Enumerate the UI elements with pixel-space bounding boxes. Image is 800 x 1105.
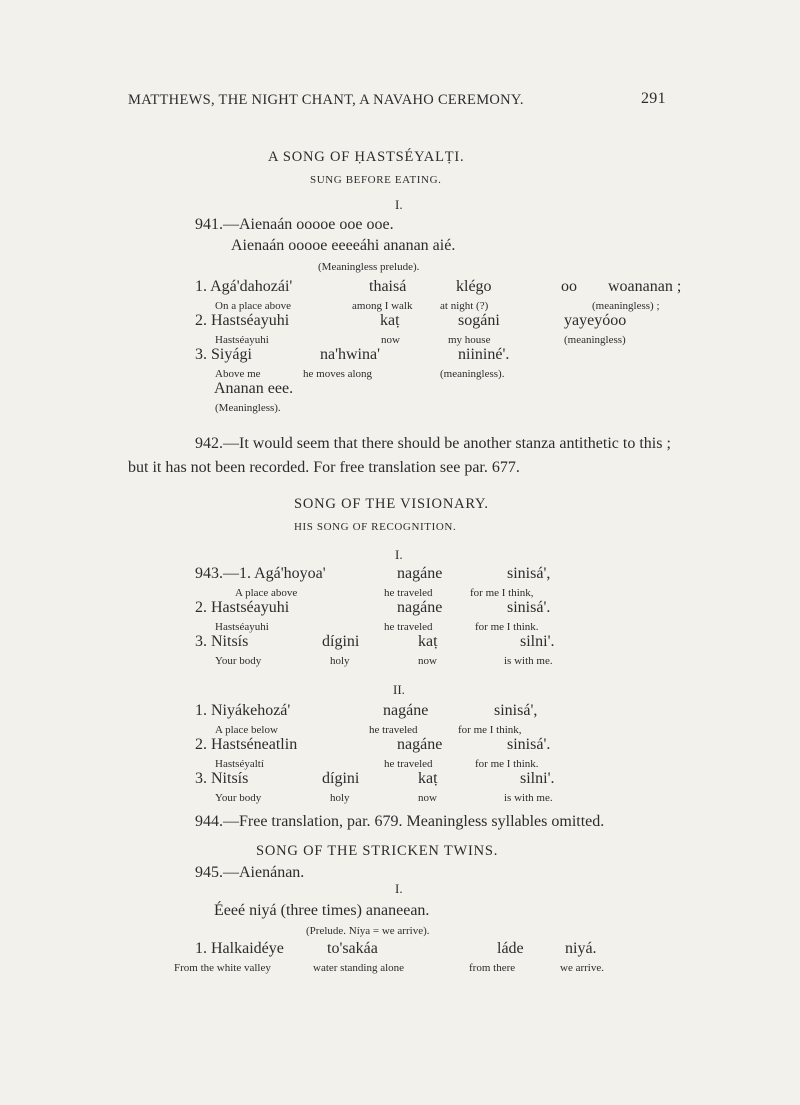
verse-word: nagáne	[397, 565, 443, 582]
gloss: (meaningless)	[564, 334, 626, 346]
refrain-note: (Meaningless).	[215, 402, 281, 414]
gloss: Above me	[215, 368, 261, 380]
verse-word: kaṭ	[380, 312, 400, 329]
verse-word: láde	[497, 940, 524, 957]
gloss: we arrive.	[560, 962, 604, 974]
verse-word: silni'.	[520, 770, 555, 787]
gloss: Hastséayuhi	[215, 621, 269, 633]
verse-word: 3. Siyági	[195, 346, 252, 363]
gloss: (meaningless) ;	[592, 300, 660, 312]
refrain: Ananan eee.	[214, 380, 294, 397]
song-subtitle: HIS SONG OF RECOGNITION.	[294, 521, 457, 533]
gloss: On a place above	[215, 300, 292, 312]
verse-word: sogáni	[458, 312, 500, 329]
gloss: From the white valley	[174, 962, 271, 974]
section-number: I.	[395, 881, 403, 896]
verse-word: sinisá',	[507, 565, 551, 582]
verse-word: oo	[561, 278, 577, 295]
gloss: he moves along	[303, 368, 373, 380]
gloss: at night (?)	[440, 300, 489, 312]
gloss: from there	[469, 962, 516, 974]
verse-word: 1. Halkaidéye	[195, 940, 284, 957]
section-number: I.	[395, 547, 403, 562]
verse-word: dígini	[322, 633, 360, 650]
gloss: now	[418, 792, 437, 804]
verse-word: 943.—1. Agá'hoyoa'	[195, 565, 326, 582]
verse-word: 1. Niyákehozá'	[195, 702, 291, 719]
verse-word: niininé'.	[458, 346, 510, 363]
gloss: for me I think.	[475, 758, 539, 770]
verse-word: yayeyóoo	[564, 312, 627, 329]
prelude-line: Aienaán ooooe eeeeáhi ananan aié.	[231, 237, 456, 254]
gloss: he traveled	[384, 758, 433, 770]
gloss: he traveled	[384, 587, 433, 599]
verse-word: woananan ;	[608, 278, 682, 295]
verse-word: 1. Agá'dahozái'	[195, 278, 293, 295]
song-subtitle: SUNG BEFORE EATING.	[310, 174, 442, 186]
page-number: 291	[641, 90, 666, 107]
gloss: A place below	[215, 724, 278, 736]
gloss: Hastséyaltí	[215, 758, 264, 770]
verse-word: 2. Hastséayuhi	[195, 599, 290, 616]
section-number: I.	[395, 197, 403, 212]
gloss: holy	[330, 655, 350, 667]
running-title: MATTHEWS, THE NIGHT CHANT, A NAVAHO CEREMONY.	[128, 92, 524, 108]
paragraph: but it has not been recorded. For free translation see par. 677.	[128, 459, 520, 476]
verse-word: to'sakáa	[327, 940, 378, 957]
paragraph: 942.—It would seem that there should be another stanza antithetic to this ;	[195, 435, 671, 452]
verse-word: 3. Nitsís	[195, 633, 249, 650]
verse-word: niyá.	[565, 940, 597, 957]
verse-word: nagáne	[397, 599, 443, 616]
song-title: SONG OF THE STRICKEN TWINS.	[256, 843, 499, 859]
gloss: he traveled	[369, 724, 418, 736]
gloss: holy	[330, 792, 350, 804]
paragraph: 944.—Free translation, par. 679. Meaningless syllables omitted.	[195, 813, 605, 830]
verse-word: thaisá	[369, 278, 407, 295]
song-title: A SONG OF ḤASTSÉYALṬI.	[268, 149, 465, 165]
gloss: he traveled	[384, 621, 433, 633]
verse-word: nagáne	[383, 702, 429, 719]
gloss: water standing alone	[313, 962, 405, 974]
verse-word: 2. Hastséneatlin	[195, 736, 298, 753]
prelude-note: (Meaningless prelude).	[318, 261, 420, 273]
verse-word: klégo	[456, 278, 492, 295]
gloss: for me I think,	[458, 724, 522, 736]
verse-word: dígini	[322, 770, 360, 787]
gloss: now	[381, 334, 400, 346]
song-title: SONG OF THE VISIONARY.	[294, 496, 489, 512]
gloss: now	[418, 655, 437, 667]
verse-word: sinisá',	[494, 702, 538, 719]
gloss: is with me.	[504, 792, 553, 804]
gloss: among I walk	[352, 300, 413, 312]
gloss: A place above	[235, 587, 298, 599]
verse-word: nagáne	[397, 736, 443, 753]
gloss: Hastséayuhi	[215, 334, 269, 346]
verse-word: 2. Hastséayuhi	[195, 312, 290, 329]
verse-word: na'hwina'	[320, 346, 380, 363]
verse-line: Éeeé niyá (three times) ananeean.	[214, 902, 430, 919]
gloss: for me I think,	[470, 587, 534, 599]
section-number: II.	[393, 682, 405, 697]
prelude-note: (Prelude. Níya = we arrive).	[306, 925, 430, 937]
verse-word: silni'.	[520, 633, 555, 650]
verse-word: 3. Nitsís	[195, 770, 249, 787]
gloss: is with me.	[504, 655, 553, 667]
gloss: Your body	[215, 655, 262, 667]
verse-word: sinisá'.	[507, 736, 551, 753]
verse-word: kaṭ	[418, 770, 438, 787]
gloss: Your body	[215, 792, 262, 804]
prelude-line: 941.—Aienaán ooooe ooe ooe.	[195, 216, 394, 233]
intro-line: 945.—Aienánan.	[195, 864, 305, 881]
gloss: for me I think.	[475, 621, 539, 633]
gloss: (meaningless).	[440, 368, 505, 380]
gloss: my house	[448, 334, 491, 346]
verse-word: sinisá'.	[507, 599, 551, 616]
verse-word: kaṭ	[418, 633, 438, 650]
